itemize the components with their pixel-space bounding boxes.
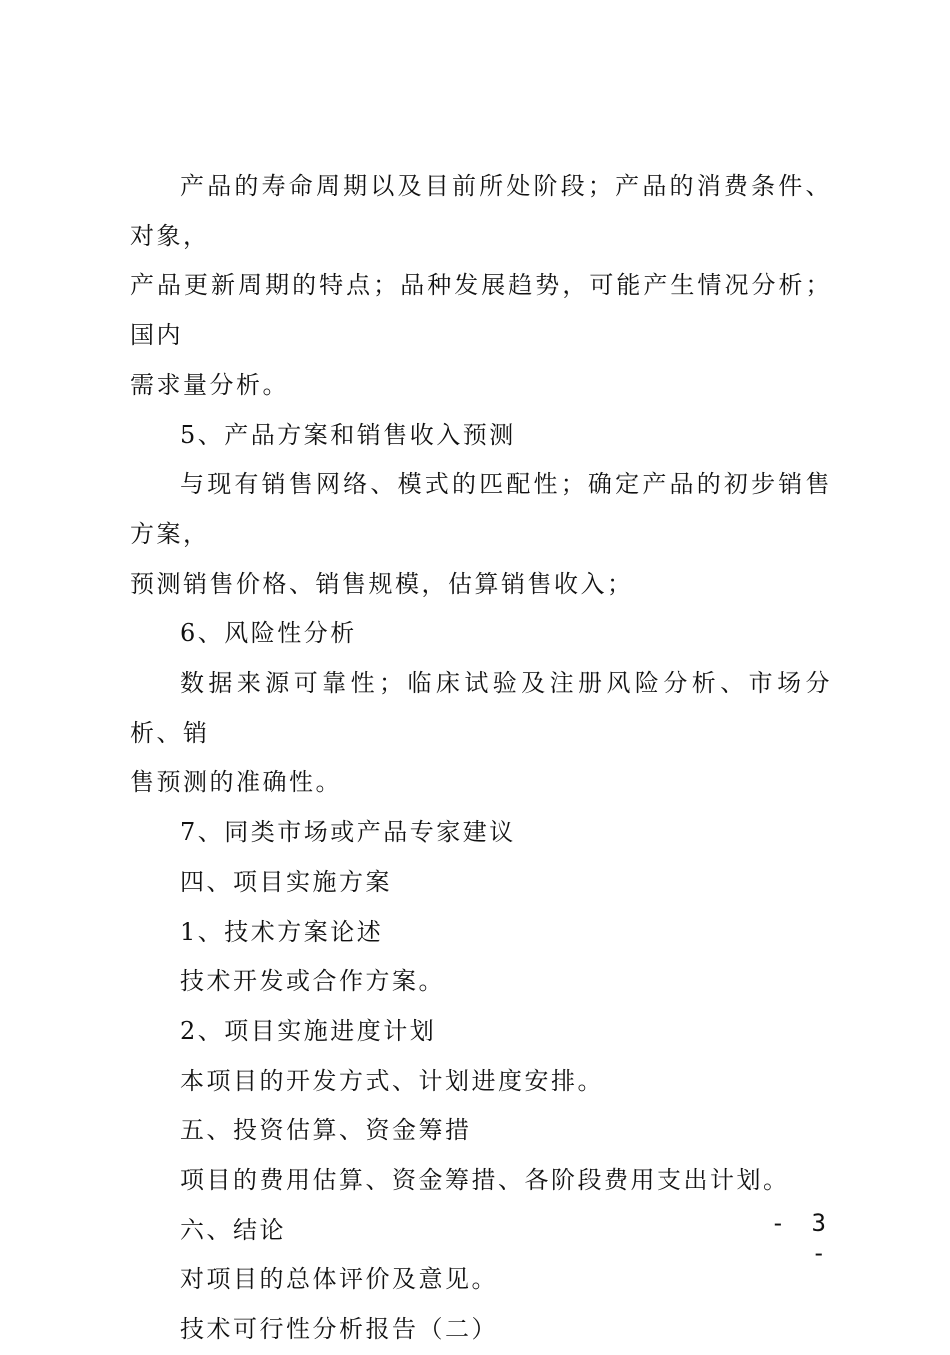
text-line: 本项目的开发方式、计划进度安排。 [180, 1066, 604, 1095]
text-line: 与现有销售网络、模式的匹配性；确定产品的初步销售方案， [130, 470, 832, 548]
text-line: 7、同类市场或产品专家建议 [180, 818, 516, 847]
heading-product-plan-sales-forecast [130, 411, 832, 461]
paragraph-sales-network [130, 460, 832, 609]
text-line: 产品的寿命周期以及目前所处阶段；产品的消费条件、对象， [130, 172, 832, 250]
heading-technical-plan [130, 908, 832, 958]
text-line: 产品更新周期的特点；品种发展趋势，可能产生情况分析；国内 [130, 271, 832, 350]
heading-investment-estimate [130, 1106, 832, 1156]
page-number: - 3 - [770, 1209, 832, 1267]
text-line: 五、投资估算、资金筹措 [180, 1116, 472, 1145]
text-line: 2、项目实施进度计划 [180, 1016, 437, 1045]
text-line: 售预测的准确性。 [130, 768, 342, 797]
text-line: 四、项目实施方案 [180, 867, 392, 896]
heading-risk-analysis [130, 609, 832, 659]
text-line: 需求量分析。 [130, 370, 289, 399]
paragraph-overall-evaluation [130, 1255, 832, 1305]
paragraph-cost-estimate [130, 1156, 832, 1206]
text-line: 预测销售价格、销售规模，估算销售收入； [130, 569, 634, 598]
text-line: 5、产品方案和销售收入预测 [180, 420, 516, 449]
text-line: 6、风险性分析 [180, 619, 357, 648]
text-line: 数据来源可靠性；临床试验及注册风险分析、市场分析、销 [130, 669, 832, 747]
heading-schedule [130, 1007, 832, 1057]
text-line: 对项目的总体评价及意见。 [180, 1265, 498, 1294]
heading-report-two [130, 1305, 832, 1355]
heading-expert-advice [130, 808, 832, 858]
text-line: 技术可行性分析报告（二） [180, 1315, 498, 1344]
paragraph-tech-development [130, 957, 832, 1007]
heading-conclusion [130, 1206, 832, 1256]
text-line: 技术开发或合作方案。 [180, 967, 445, 996]
text-line: 1、技术方案论述 [180, 917, 384, 946]
paragraph-development-method [130, 1057, 832, 1107]
text-line: 项目的费用估算、资金筹措、各阶段费用支出计划。 [180, 1166, 790, 1195]
paragraph-product-lifecycle [130, 162, 832, 411]
paragraph-data-reliability [130, 659, 832, 808]
heading-project-implementation [130, 858, 832, 908]
text-line: 六、结论 [180, 1215, 286, 1244]
document-body [130, 162, 832, 1355]
